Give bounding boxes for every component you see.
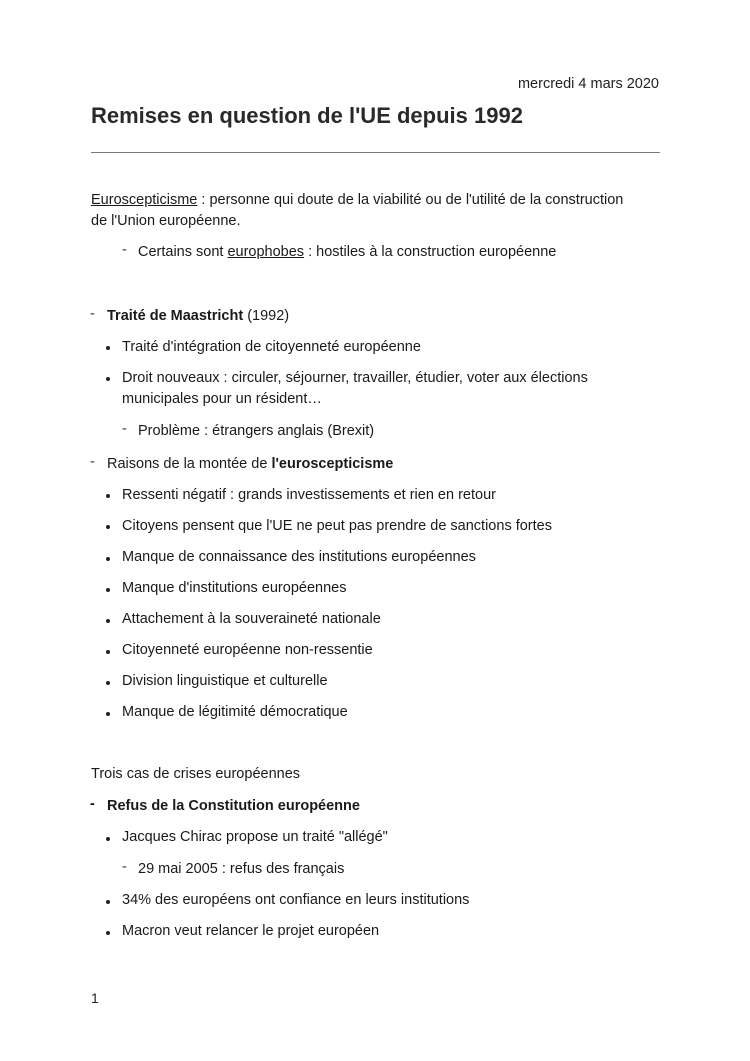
dash-marker: - <box>122 859 127 875</box>
definition-term: Euroscepticisme <box>91 192 198 208</box>
bullet-icon <box>106 837 110 841</box>
crises-intro: Trois cas de crises européennes <box>91 766 301 782</box>
title-divider <box>91 152 660 153</box>
bullet-icon <box>106 494 110 498</box>
list-item: Manque d'institutions européennes <box>122 580 347 596</box>
list-item: Manque de légitimité démocratique <box>122 704 348 720</box>
dash-marker: - <box>90 454 95 470</box>
bullet-icon <box>106 900 110 904</box>
bullet-icon <box>106 377 110 381</box>
dash-marker: - <box>122 421 127 437</box>
bullet-icon <box>106 525 110 529</box>
list-item: Macron veut relancer le projet européen <box>122 923 380 939</box>
maastricht-title: Traité de Maastricht <box>107 308 244 324</box>
europhobes-line <box>138 242 556 263</box>
raisons-term: l'euroscepticisme <box>271 456 394 472</box>
list-item-continuation: municipales pour un résident… <box>122 391 322 407</box>
bullet-icon <box>106 619 110 623</box>
maastricht-year: (1992) <box>243 308 290 324</box>
definition-line-1 <box>91 190 623 211</box>
raisons-heading <box>107 454 393 475</box>
europhobes-prefix: Certains sont <box>138 244 228 260</box>
list-item: Division linguistique et culturelle <box>122 673 328 689</box>
europhobes-text: : hostiles à la construction européenne <box>304 244 557 260</box>
document-date: mercredi 4 mars 2020 <box>517 76 659 92</box>
list-item: Attachement à la souveraineté nationale <box>122 611 381 627</box>
raisons-prefix: Raisons de la montée de <box>107 456 272 472</box>
bullet-icon <box>106 650 110 654</box>
list-item: Citoyens pensent que l'UE ne peut pas prendre de sanctions fortes <box>122 518 552 534</box>
sub-list-item: 29 mai 2005 : refus des français <box>138 861 345 877</box>
maastricht-heading <box>107 306 289 327</box>
page-title: Remises en question de l'UE depuis 1992 <box>91 103 523 128</box>
list-item: Droit nouveaux : circuler, séjourner, travailler, étudier, voter aux élections <box>122 370 588 386</box>
bullet-icon <box>106 712 110 716</box>
dash-marker: - <box>90 796 95 812</box>
bullet-icon <box>106 346 110 350</box>
europhobes-term: europhobes <box>227 244 305 260</box>
page-number: 1 <box>91 990 99 1006</box>
bullet-icon <box>106 588 110 592</box>
list-item: Ressenti négatif : grands investissements et rien en retour <box>122 487 496 503</box>
definition-line-2: de l'Union européenne. <box>91 213 241 229</box>
list-item: Citoyenneté européenne non-ressentie <box>122 642 373 658</box>
constitution-heading: Refus de la Constitution européenne <box>107 798 360 814</box>
dash-marker: - <box>122 242 127 258</box>
list-item: Traité d'intégration de citoyenneté européenne <box>122 339 421 355</box>
list-item: Jacques Chirac propose un traité "allégé" <box>122 829 388 845</box>
sub-list-item: Problème : étrangers anglais (Brexit) <box>138 423 375 439</box>
bullet-icon <box>106 681 110 685</box>
bullet-icon <box>106 931 110 935</box>
list-item: 34% des européens ont confiance en leurs institutions <box>122 892 470 908</box>
definition-text: : personne qui doute de la viabilité ou de l'utilité de la construction <box>197 192 624 208</box>
dash-marker: - <box>90 306 95 322</box>
bullet-icon <box>106 557 110 561</box>
list-item: Manque de connaissance des institutions européennes <box>122 549 476 565</box>
